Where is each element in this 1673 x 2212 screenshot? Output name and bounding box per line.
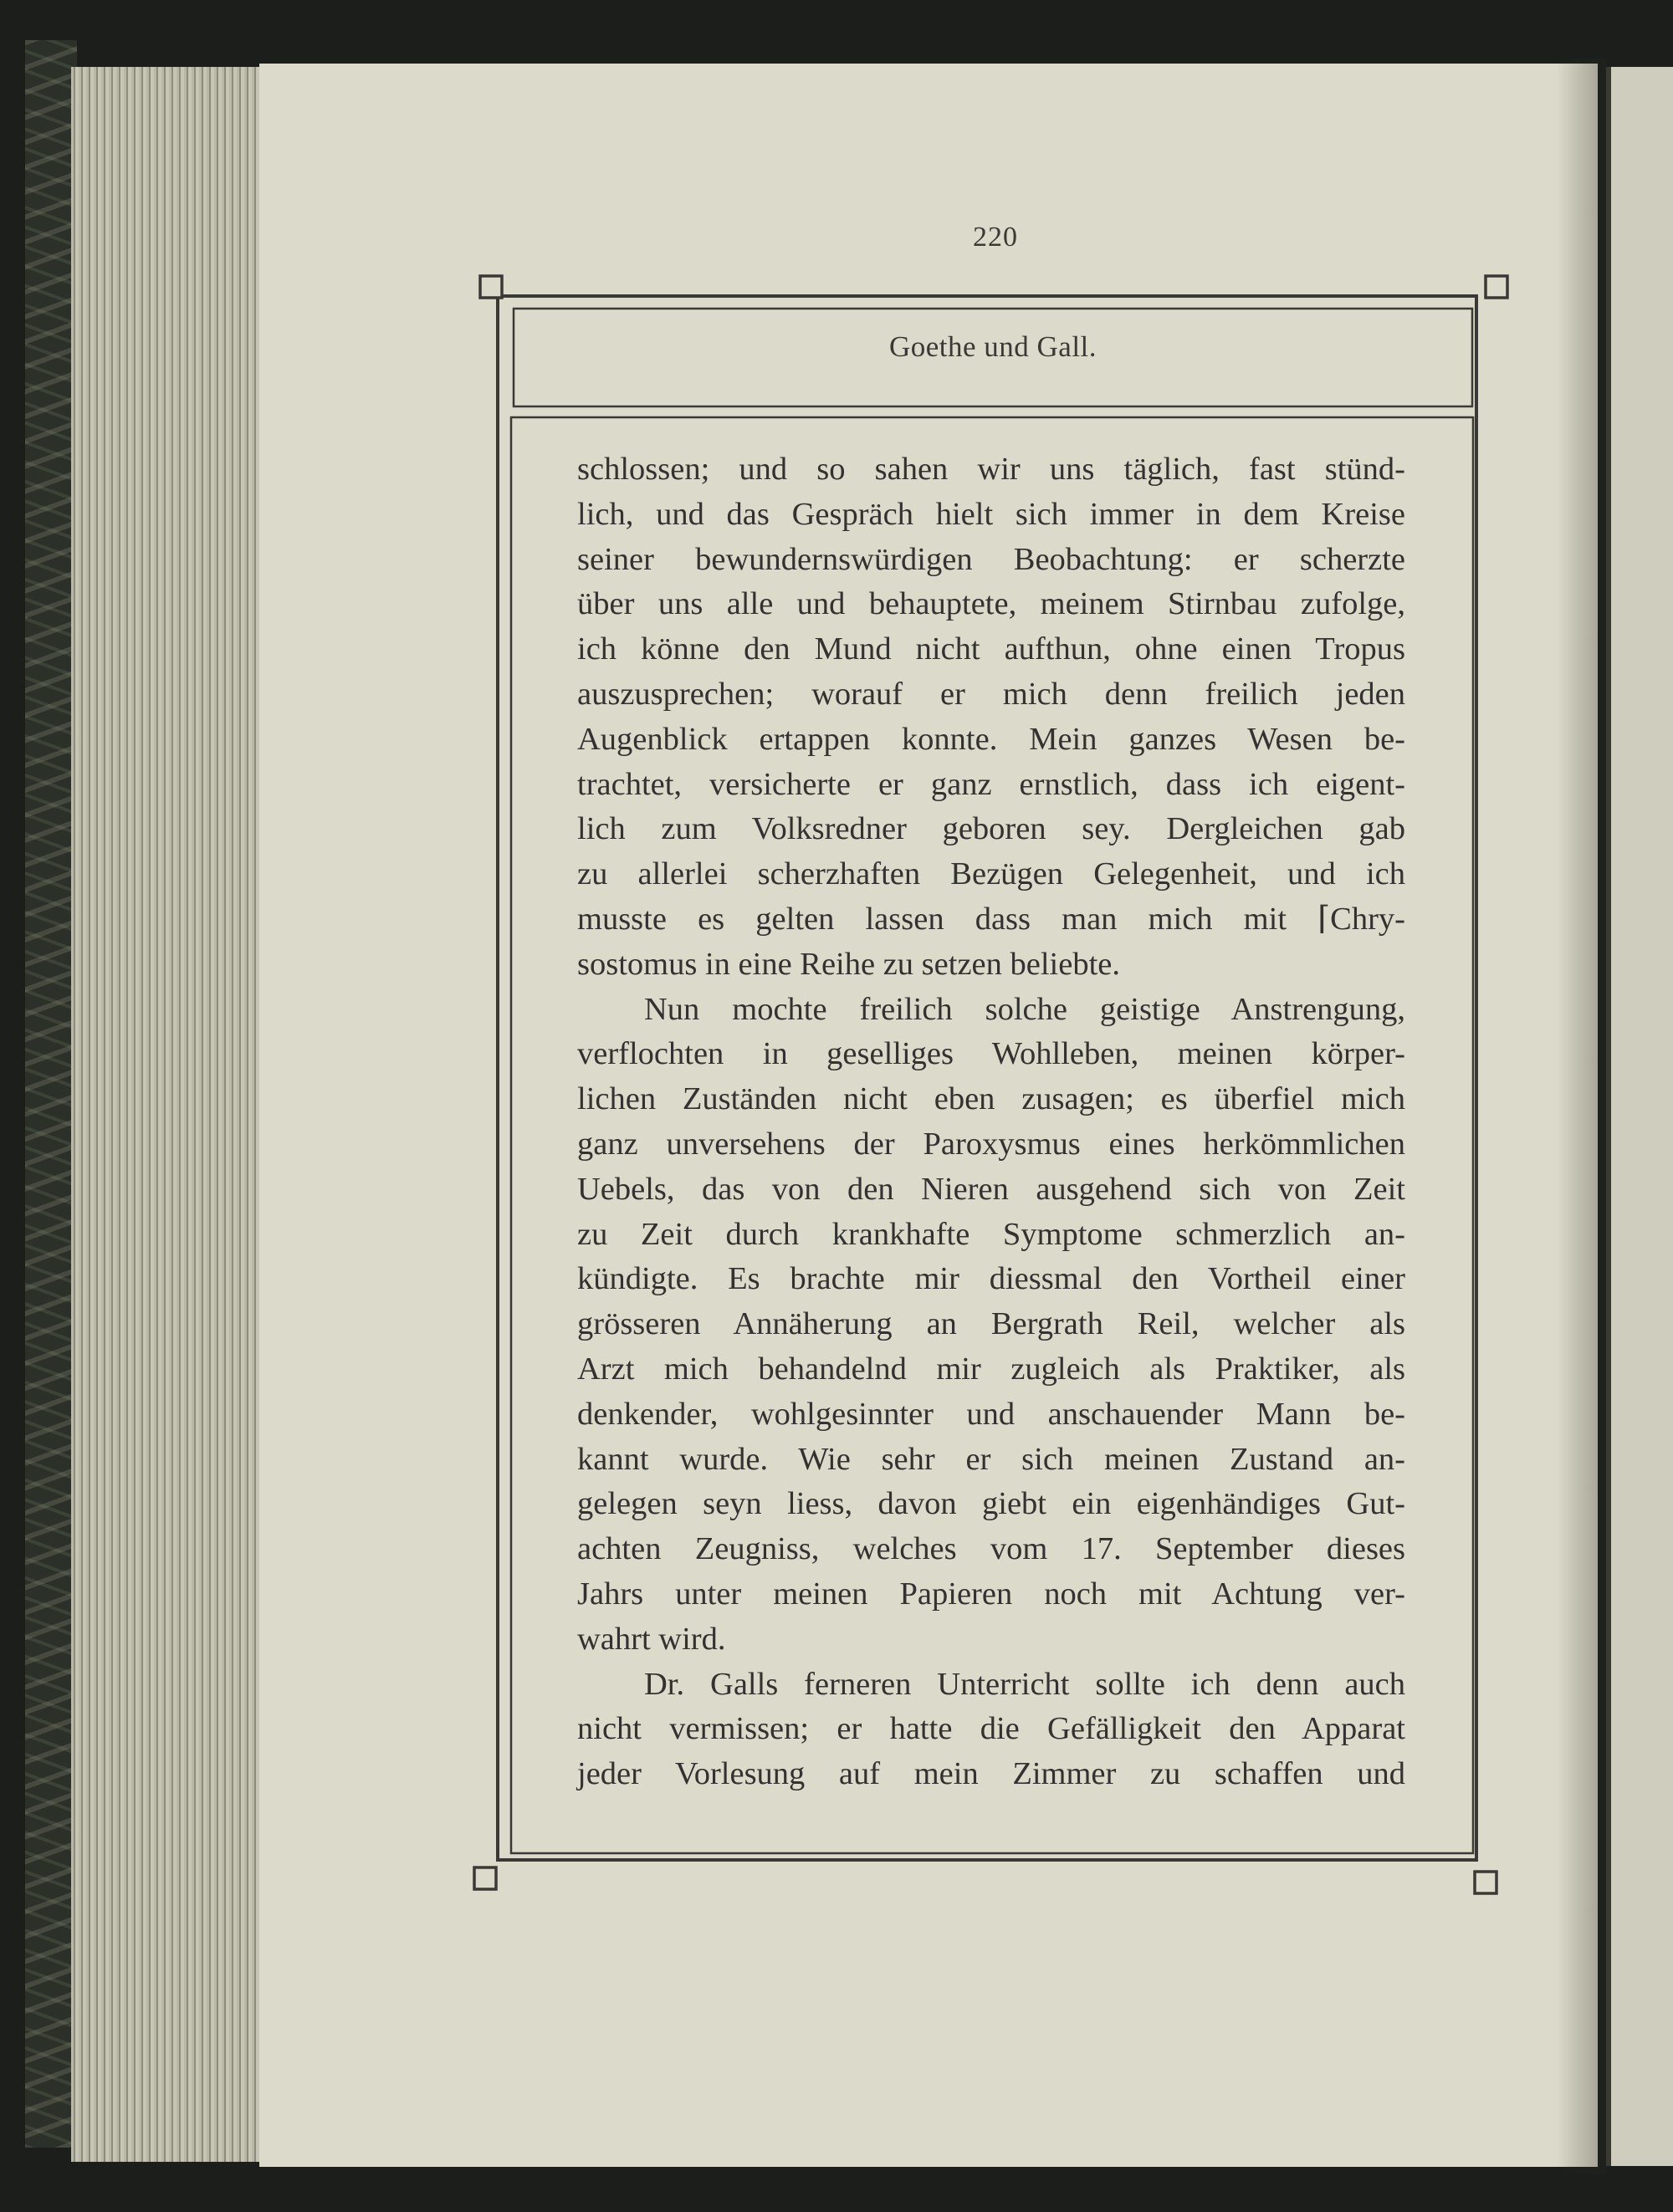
corner-square-bottom-left <box>474 1867 496 1889</box>
text-line: schlossen; und so sahen wir uns täglich, fast stünd- <box>577 452 1405 487</box>
text-line: musste es gelten lassen dass man mich mit ⌈Chry- <box>577 901 1405 937</box>
text-line: zu allerlei scherzhaften Bezügen Gelegenheit, und ich <box>577 856 1405 892</box>
text-line: Dr. Galls ferneren Unterricht sollte ich denn auch <box>644 1666 1405 1702</box>
text-line: lich zum Volksredner geboren sey. Dergleichen gab <box>577 811 1405 847</box>
text-line: sostomus in eine Reihe zu setzen beliebte. <box>577 946 1120 982</box>
body-text <box>577 447 1405 1797</box>
text-line: gelegen seyn liess, davon giebt ein eigenhändiges Gut- <box>577 1486 1405 1522</box>
corner-square-top-left <box>480 276 502 298</box>
text-line: zu Zeit durch krankhafte Symptome schmerzlich an- <box>577 1216 1405 1252</box>
text-line: ganz unversehens der Paroxysmus eines herkömmlichen <box>577 1126 1405 1162</box>
text-line: Nun mochte freilich solche geistige Anstrengung, <box>644 991 1405 1027</box>
text-line: kannt wurde. Wie sehr er sich meinen Zustand an- <box>577 1441 1405 1477</box>
text-line: seiner bewundernswürdigen Beobachtung: er scherzte <box>577 541 1405 577</box>
text-line: nicht vermissen; er hatte die Gefälligkeit den Apparat <box>577 1711 1405 1747</box>
page-number: 220 <box>973 222 1018 253</box>
text-line: wahrt wird. <box>577 1621 726 1657</box>
text-line: über uns alle und behauptete, meinem Stirnbau zufolge, <box>577 586 1405 622</box>
text-line: Jahrs unter meinen Papieren noch mit Achtung ver- <box>577 1576 1405 1612</box>
text-line: Uebels, das von den Nieren ausgehend sich von Zeit <box>577 1171 1405 1207</box>
text-line: ich könne den Mund nicht aufthun, ohne einen Tropus <box>577 631 1405 667</box>
text-line: denkender, wohlgesinnter und anschauender Mann be- <box>577 1396 1405 1432</box>
text-line: jeder Vorlesung auf mein Zimmer zu schaffen und <box>577 1756 1405 1792</box>
text-line: auszusprechen; worauf er mich denn freilich jeden <box>577 676 1405 712</box>
text-line: Augenblick ertappen konnte. Mein ganzes Wesen be- <box>577 721 1405 757</box>
running-head: Goethe und Gall. <box>888 330 1097 363</box>
corner-square-top-right <box>1486 276 1507 298</box>
text-line: Arzt mich behandelnd mir zugleich als Praktiker, als <box>577 1351 1405 1387</box>
text-line: verflochten in geselliges Wohlleben, meinen körper- <box>577 1036 1405 1072</box>
text-line: lichen Zuständen nicht eben zusagen; es überfiel mich <box>577 1081 1405 1117</box>
text-line: trachtet, versicherte er ganz ernstlich, dass ich eigent- <box>577 766 1405 802</box>
text-line: grösseren Annäherung an Bergrath Reil, welcher als <box>577 1306 1405 1342</box>
corner-square-bottom-right <box>1475 1872 1496 1893</box>
text-line: kündigte. Es brachte mir diessmal den Vortheil einer <box>577 1261 1405 1297</box>
text-line: achten Zeugniss, welches vom 17. September dieses <box>577 1531 1405 1567</box>
text-line: lich, und das Gespräch hielt sich immer in dem Kreise <box>577 496 1405 532</box>
